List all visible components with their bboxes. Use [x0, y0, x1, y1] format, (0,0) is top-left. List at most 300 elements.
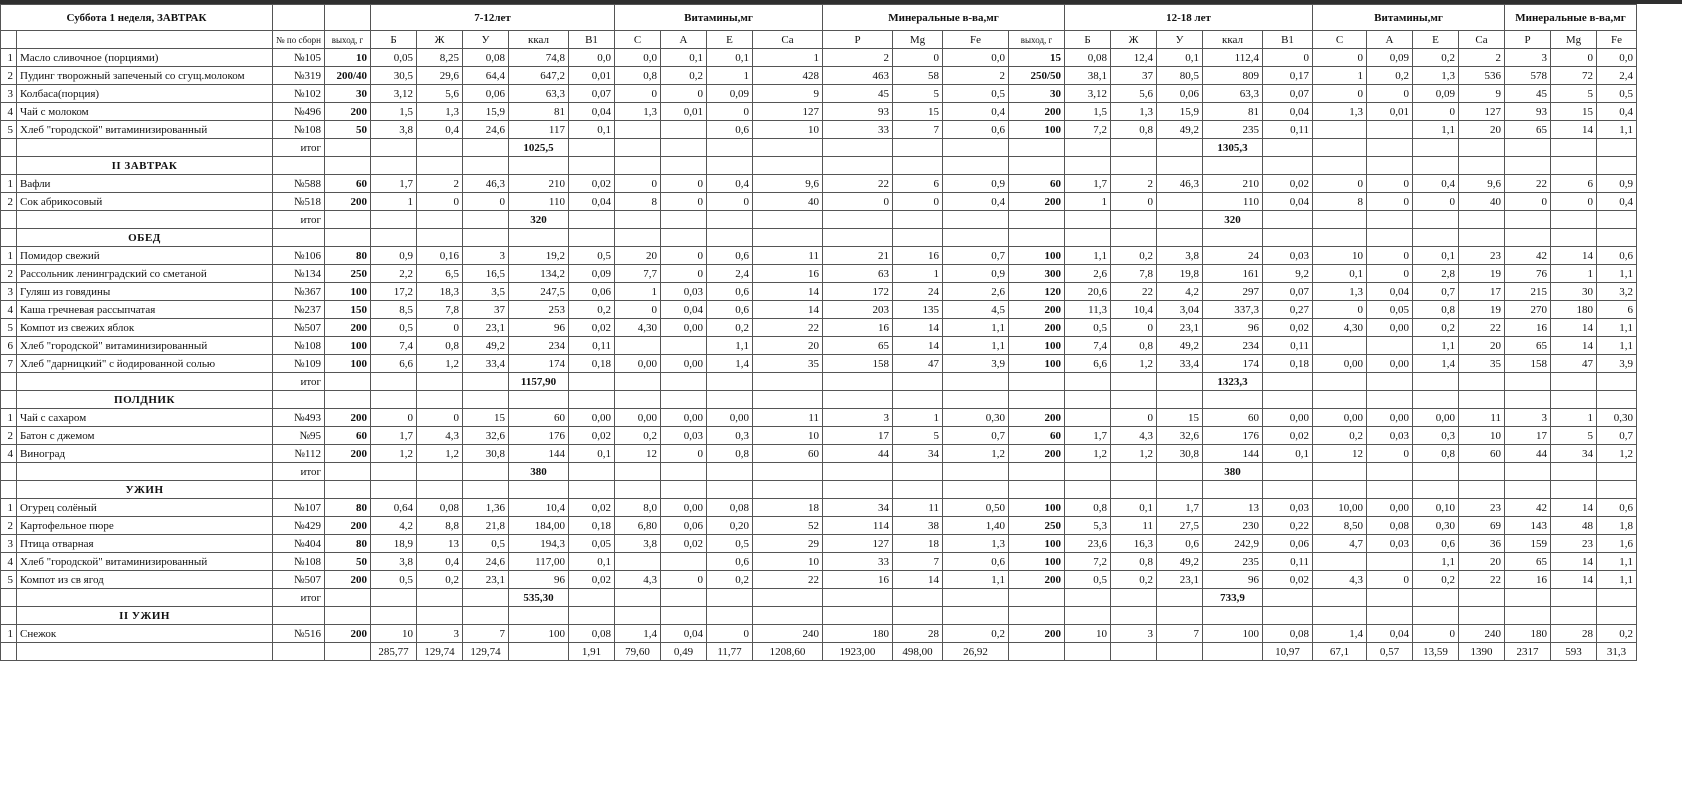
value-7-12[interactable]: 1,36 [463, 499, 509, 517]
value-7-12[interactable]: 0,0 [569, 49, 615, 67]
value-7-12[interactable]: 2,6 [943, 283, 1009, 301]
dish-name[interactable]: Хлеб "городской" витаминизированный [17, 121, 273, 139]
table-row[interactable] [1, 121, 1637, 139]
value-12-18[interactable]: 0,11 [1263, 121, 1313, 139]
value-7-12[interactable]: 240 [753, 625, 823, 643]
value-7-12[interactable]: 0,5 [463, 535, 509, 553]
value-12-18[interactable]: 0 [1413, 193, 1459, 211]
value-12-18[interactable]: 80,5 [1157, 67, 1203, 85]
value-7-12[interactable]: 0,4 [943, 193, 1009, 211]
value-7-12[interactable]: 0,01 [661, 103, 707, 121]
value-12-18[interactable]: 1,1 [1597, 319, 1637, 337]
value-12-18[interactable]: 2,8 [1413, 265, 1459, 283]
value-7-12[interactable]: 174 [509, 355, 569, 373]
value-12-18[interactable]: 14 [1551, 499, 1597, 517]
value-7-12[interactable]: 3 [463, 247, 509, 265]
value-12-18[interactable]: 0,6 [1597, 247, 1637, 265]
value-12-18[interactable]: 0,5 [1065, 319, 1111, 337]
value-12-18[interactable]: 65 [1505, 553, 1551, 571]
table-row[interactable] [1, 49, 1637, 67]
value-12-18[interactable]: 20 [1459, 337, 1505, 355]
value-7-12[interactable]: 29,6 [417, 67, 463, 85]
dish-name[interactable]: Картофельное пюре [17, 517, 273, 535]
value-7-12[interactable]: 0,00 [615, 355, 661, 373]
value-7-12[interactable]: 8 [615, 193, 661, 211]
value-7-12[interactable]: 0,2 [615, 427, 661, 445]
value-12-18[interactable]: 536 [1459, 67, 1505, 85]
value-12-18[interactable]: 0,03 [1367, 427, 1413, 445]
output-12-18[interactable]: 200 [1009, 301, 1065, 319]
value-7-12[interactable] [615, 121, 661, 139]
value-7-12[interactable]: 0,5 [371, 319, 417, 337]
value-7-12[interactable]: 0,18 [569, 517, 615, 535]
value-12-18[interactable]: 23 [1459, 499, 1505, 517]
value-12-18[interactable]: 0,8 [1111, 121, 1157, 139]
value-7-12[interactable]: 1,1 [943, 319, 1009, 337]
value-12-18[interactable]: 5,3 [1065, 517, 1111, 535]
output-12-18[interactable]: 200 [1009, 409, 1065, 427]
value-7-12[interactable]: 0,1 [569, 121, 615, 139]
output-7-12[interactable]: 200 [325, 625, 371, 643]
value-12-18[interactable]: 10 [1313, 247, 1367, 265]
output-12-18[interactable]: 250 [1009, 517, 1065, 535]
value-7-12[interactable]: 10 [753, 553, 823, 571]
value-12-18[interactable]: 143 [1505, 517, 1551, 535]
value-7-12[interactable]: 1,1 [943, 571, 1009, 589]
value-7-12[interactable]: 19,2 [509, 247, 569, 265]
value-12-18[interactable]: 1,3 [1313, 103, 1367, 121]
value-12-18[interactable]: 2 [1111, 175, 1157, 193]
value-7-12[interactable]: 10 [371, 625, 417, 643]
value-12-18[interactable] [1065, 409, 1111, 427]
value-7-12[interactable]: 184,00 [509, 517, 569, 535]
value-12-18[interactable]: 60 [1203, 409, 1263, 427]
value-12-18[interactable]: 19,8 [1157, 265, 1203, 283]
value-7-12[interactable]: 1,1 [707, 337, 753, 355]
value-12-18[interactable]: 0 [1367, 445, 1413, 463]
value-12-18[interactable]: 14 [1551, 247, 1597, 265]
value-7-12[interactable]: 4,3 [417, 427, 463, 445]
value-12-18[interactable]: 1,4 [1313, 625, 1367, 643]
output-7-12[interactable]: 200 [325, 409, 371, 427]
value-7-12[interactable]: 1,5 [371, 103, 417, 121]
value-12-18[interactable]: 0,00 [1313, 409, 1367, 427]
value-12-18[interactable]: 30 [1551, 283, 1597, 301]
value-12-18[interactable]: 110 [1203, 193, 1263, 211]
output-7-12[interactable]: 250 [325, 265, 371, 283]
value-7-12[interactable]: 0,08 [569, 625, 615, 643]
value-7-12[interactable]: 0,08 [417, 499, 463, 517]
value-7-12[interactable]: 16 [893, 247, 943, 265]
value-12-18[interactable]: 48 [1551, 517, 1597, 535]
value-12-18[interactable]: 1,5 [1065, 103, 1111, 121]
value-7-12[interactable]: 18,3 [417, 283, 463, 301]
value-12-18[interactable]: 0,18 [1263, 355, 1313, 373]
value-7-12[interactable]: 0,06 [463, 85, 509, 103]
value-12-18[interactable]: 0,17 [1263, 67, 1313, 85]
value-12-18[interactable]: 19 [1459, 265, 1505, 283]
value-12-18[interactable]: 23,1 [1157, 571, 1203, 589]
value-12-18[interactable]: 69 [1459, 517, 1505, 535]
value-12-18[interactable]: 144 [1203, 445, 1263, 463]
value-12-18[interactable]: 16 [1505, 319, 1551, 337]
value-7-12[interactable]: 6,5 [417, 265, 463, 283]
value-12-18[interactable]: 1 [1551, 265, 1597, 283]
value-12-18[interactable]: 44 [1505, 445, 1551, 463]
value-7-12[interactable]: 0 [893, 49, 943, 67]
value-7-12[interactable] [661, 337, 707, 355]
value-7-12[interactable]: 172 [823, 283, 893, 301]
value-7-12[interactable]: 34 [893, 445, 943, 463]
value-7-12[interactable]: 93 [823, 103, 893, 121]
value-12-18[interactable]: 5 [1551, 427, 1597, 445]
value-7-12[interactable]: 34 [823, 499, 893, 517]
value-12-18[interactable]: 81 [1203, 103, 1263, 121]
value-7-12[interactable]: 96 [509, 319, 569, 337]
value-12-18[interactable]: 63,3 [1203, 85, 1263, 103]
value-7-12[interactable]: 0 [661, 265, 707, 283]
value-7-12[interactable]: 0 [661, 445, 707, 463]
value-12-18[interactable]: 3 [1505, 49, 1551, 67]
value-7-12[interactable]: 0,03 [661, 283, 707, 301]
value-12-18[interactable]: 45 [1505, 85, 1551, 103]
value-12-18[interactable]: 0,6 [1413, 535, 1459, 553]
value-7-12[interactable]: 30,8 [463, 445, 509, 463]
value-12-18[interactable]: 49,2 [1157, 553, 1203, 571]
value-12-18[interactable]: 0,00 [1367, 409, 1413, 427]
value-12-18[interactable]: 11 [1111, 517, 1157, 535]
value-12-18[interactable]: 1,1 [1065, 247, 1111, 265]
value-7-12[interactable]: 0,6 [707, 283, 753, 301]
value-7-12[interactable] [615, 553, 661, 571]
value-12-18[interactable]: 42 [1505, 247, 1551, 265]
value-12-18[interactable]: 0,8 [1111, 553, 1157, 571]
value-12-18[interactable]: 19 [1459, 301, 1505, 319]
value-7-12[interactable]: 158 [823, 355, 893, 373]
output-12-18[interactable]: 200 [1009, 625, 1065, 643]
value-7-12[interactable]: 0 [615, 175, 661, 193]
value-7-12[interactable]: 0,5 [371, 571, 417, 589]
output-12-18[interactable]: 250/50 [1009, 67, 1065, 85]
value-7-12[interactable]: 13 [417, 535, 463, 553]
output-12-18[interactable]: 200 [1009, 103, 1065, 121]
value-7-12[interactable]: 1,7 [371, 175, 417, 193]
value-7-12[interactable]: 16 [753, 265, 823, 283]
value-12-18[interactable]: 0,02 [1263, 427, 1313, 445]
value-12-18[interactable]: 242,9 [1203, 535, 1263, 553]
value-7-12[interactable]: 7,8 [417, 301, 463, 319]
value-7-12[interactable]: 3 [823, 409, 893, 427]
dish-name[interactable]: Сок абрикосовый [17, 193, 273, 211]
value-12-18[interactable]: 65 [1505, 121, 1551, 139]
table-row[interactable] [1, 427, 1637, 445]
value-12-18[interactable]: 0 [1313, 85, 1367, 103]
value-7-12[interactable]: 8,5 [371, 301, 417, 319]
value-12-18[interactable]: 0,5 [1065, 571, 1111, 589]
output-7-12[interactable]: 100 [325, 283, 371, 301]
value-12-18[interactable]: 0,02 [1263, 319, 1313, 337]
value-12-18[interactable]: 96 [1203, 319, 1263, 337]
value-7-12[interactable]: 10 [753, 121, 823, 139]
value-12-18[interactable]: 0,7 [1413, 283, 1459, 301]
value-7-12[interactable]: 0,4 [707, 175, 753, 193]
value-7-12[interactable]: 0,6 [707, 121, 753, 139]
output-7-12[interactable]: 60 [325, 427, 371, 445]
value-12-18[interactable]: 180 [1551, 301, 1597, 319]
dish-name[interactable]: Колбаса(порция) [17, 85, 273, 103]
value-12-18[interactable]: 0,8 [1413, 301, 1459, 319]
table-row[interactable] [1, 193, 1637, 211]
value-7-12[interactable]: 127 [753, 103, 823, 121]
value-7-12[interactable]: 0,2 [707, 571, 753, 589]
value-7-12[interactable]: 0,6 [943, 553, 1009, 571]
value-12-18[interactable]: 1 [1313, 67, 1367, 85]
value-7-12[interactable]: 6,6 [371, 355, 417, 373]
value-7-12[interactable]: 0 [417, 409, 463, 427]
value-7-12[interactable]: 0,08 [463, 49, 509, 67]
value-7-12[interactable]: 23,1 [463, 319, 509, 337]
value-12-18[interactable] [1367, 121, 1413, 139]
value-12-18[interactable]: 0,1 [1413, 247, 1459, 265]
value-12-18[interactable]: 37 [1111, 67, 1157, 85]
value-12-18[interactable]: 0 [1367, 571, 1413, 589]
value-7-12[interactable]: 1 [371, 193, 417, 211]
value-7-12[interactable]: 0 [661, 247, 707, 265]
value-7-12[interactable]: 1,4 [615, 625, 661, 643]
value-12-18[interactable]: 1,1 [1597, 553, 1637, 571]
value-7-12[interactable]: 0,1 [569, 553, 615, 571]
value-7-12[interactable]: 0,8 [707, 445, 753, 463]
value-7-12[interactable]: 45 [823, 85, 893, 103]
value-12-18[interactable]: 1,1 [1413, 553, 1459, 571]
value-7-12[interactable]: 3,5 [463, 283, 509, 301]
value-12-18[interactable]: 0,08 [1065, 49, 1111, 67]
value-7-12[interactable]: 0,04 [569, 193, 615, 211]
value-7-12[interactable]: 0,08 [707, 499, 753, 517]
value-12-18[interactable]: 33,4 [1157, 355, 1203, 373]
table-row[interactable] [1, 499, 1637, 517]
value-12-18[interactable]: 28 [1551, 625, 1597, 643]
value-7-12[interactable]: 0,6 [943, 121, 1009, 139]
output-7-12[interactable]: 80 [325, 535, 371, 553]
value-7-12[interactable]: 4,2 [371, 517, 417, 535]
dish-name[interactable]: Батон с джемом [17, 427, 273, 445]
value-12-18[interactable]: 9 [1459, 85, 1505, 103]
value-7-12[interactable]: 7 [463, 625, 509, 643]
value-12-18[interactable]: 23 [1459, 247, 1505, 265]
value-12-18[interactable]: 0,04 [1367, 625, 1413, 643]
value-7-12[interactable]: 428 [753, 67, 823, 85]
output-12-18[interactable]: 200 [1009, 193, 1065, 211]
value-12-18[interactable]: 14 [1551, 553, 1597, 571]
value-12-18[interactable]: 11 [1459, 409, 1505, 427]
value-12-18[interactable]: 1,8 [1597, 517, 1637, 535]
value-12-18[interactable]: 1,1 [1597, 337, 1637, 355]
value-7-12[interactable]: 18 [893, 535, 943, 553]
value-7-12[interactable]: 18,9 [371, 535, 417, 553]
value-7-12[interactable]: 0,9 [943, 265, 1009, 283]
value-7-12[interactable]: 40 [753, 193, 823, 211]
table-row[interactable] [1, 535, 1637, 553]
output-7-12[interactable]: 150 [325, 301, 371, 319]
value-7-12[interactable]: 0,02 [569, 571, 615, 589]
value-12-18[interactable]: 10 [1065, 625, 1111, 643]
value-12-18[interactable]: 0,03 [1263, 499, 1313, 517]
value-12-18[interactable]: 230 [1203, 517, 1263, 535]
table-row[interactable] [1, 571, 1637, 589]
dish-name[interactable]: Помидор свежий [17, 247, 273, 265]
value-12-18[interactable]: 0,7 [1597, 427, 1637, 445]
value-7-12[interactable]: 0 [661, 175, 707, 193]
value-12-18[interactable]: 0,30 [1413, 517, 1459, 535]
value-12-18[interactable]: 10 [1459, 427, 1505, 445]
output-12-18[interactable]: 30 [1009, 85, 1065, 103]
value-12-18[interactable]: 0,00 [1367, 319, 1413, 337]
value-7-12[interactable]: 1,40 [943, 517, 1009, 535]
value-12-18[interactable]: 0 [1111, 409, 1157, 427]
value-12-18[interactable]: 0,07 [1263, 85, 1313, 103]
value-7-12[interactable]: 16 [823, 571, 893, 589]
value-7-12[interactable]: 1 [707, 67, 753, 85]
value-7-12[interactable]: 0,0 [943, 49, 1009, 67]
value-12-18[interactable]: 7,4 [1065, 337, 1111, 355]
value-7-12[interactable]: 21 [823, 247, 893, 265]
value-7-12[interactable]: 6,80 [615, 517, 661, 535]
value-7-12[interactable]: 18 [753, 499, 823, 517]
dish-name[interactable]: Снежок [17, 625, 273, 643]
dish-name[interactable]: Компот из свежих яблок [17, 319, 273, 337]
value-12-18[interactable]: 4,3 [1111, 427, 1157, 445]
dish-name[interactable]: Хлеб "городской" витаминизированный [17, 337, 273, 355]
value-12-18[interactable] [1367, 553, 1413, 571]
output-12-18[interactable]: 200 [1009, 319, 1065, 337]
value-7-12[interactable]: 144 [509, 445, 569, 463]
value-12-18[interactable]: 161 [1203, 265, 1263, 283]
value-12-18[interactable]: 0,2 [1111, 247, 1157, 265]
value-7-12[interactable]: 20 [753, 337, 823, 355]
value-12-18[interactable]: 0 [1111, 319, 1157, 337]
value-12-18[interactable]: 32,6 [1157, 427, 1203, 445]
value-12-18[interactable]: 578 [1505, 67, 1551, 85]
value-7-12[interactable]: 33 [823, 553, 893, 571]
value-7-12[interactable]: 0,6 [707, 553, 753, 571]
dish-name[interactable]: Птица отварная [17, 535, 273, 553]
value-7-12[interactable]: 114 [823, 517, 893, 535]
value-12-18[interactable]: 1,7 [1065, 175, 1111, 193]
value-7-12[interactable]: 2 [417, 175, 463, 193]
value-12-18[interactable]: 270 [1505, 301, 1551, 319]
value-7-12[interactable]: 0,9 [371, 247, 417, 265]
value-7-12[interactable]: 0,2 [661, 67, 707, 85]
output-12-18[interactable]: 60 [1009, 427, 1065, 445]
value-12-18[interactable]: 235 [1203, 121, 1263, 139]
value-7-12[interactable]: 135 [893, 301, 943, 319]
value-12-18[interactable]: 0,1 [1157, 49, 1203, 67]
value-12-18[interactable]: 22 [1459, 319, 1505, 337]
value-7-12[interactable]: 9,6 [753, 175, 823, 193]
value-7-12[interactable]: 0,02 [569, 319, 615, 337]
value-7-12[interactable]: 3,9 [943, 355, 1009, 373]
table-row[interactable] [1, 175, 1637, 193]
output-7-12[interactable]: 200 [325, 103, 371, 121]
dish-name[interactable]: Чай с молоком [17, 103, 273, 121]
value-7-12[interactable]: 0,05 [569, 535, 615, 553]
value-12-18[interactable]: 0,03 [1263, 247, 1313, 265]
value-12-18[interactable]: 0 [1313, 49, 1367, 67]
value-7-12[interactable]: 0,3 [707, 427, 753, 445]
value-7-12[interactable]: 0,5 [569, 247, 615, 265]
value-7-12[interactable]: 203 [823, 301, 893, 319]
value-12-18[interactable]: 0,30 [1597, 409, 1637, 427]
value-7-12[interactable]: 1,3 [615, 103, 661, 121]
value-12-18[interactable]: 0,3 [1413, 427, 1459, 445]
value-12-18[interactable]: 15,9 [1157, 103, 1203, 121]
value-12-18[interactable]: 0,00 [1367, 355, 1413, 373]
value-7-12[interactable]: 1,2 [417, 445, 463, 463]
value-7-12[interactable]: 247,5 [509, 283, 569, 301]
value-7-12[interactable]: 15,9 [463, 103, 509, 121]
output-7-12[interactable]: 80 [325, 499, 371, 517]
value-7-12[interactable]: 11 [753, 409, 823, 427]
value-12-18[interactable]: 1,1 [1413, 337, 1459, 355]
value-12-18[interactable]: 0,01 [1367, 103, 1413, 121]
value-12-18[interactable]: 7 [1157, 625, 1203, 643]
value-7-12[interactable]: 0 [417, 319, 463, 337]
value-12-18[interactable]: 1,3 [1313, 283, 1367, 301]
value-12-18[interactable]: 174 [1203, 355, 1263, 373]
value-7-12[interactable]: 0 [615, 301, 661, 319]
value-7-12[interactable]: 1 [893, 265, 943, 283]
value-12-18[interactable]: 42 [1505, 499, 1551, 517]
value-7-12[interactable]: 0,06 [569, 283, 615, 301]
value-7-12[interactable]: 0,02 [661, 535, 707, 553]
value-7-12[interactable]: 63 [823, 265, 893, 283]
value-12-18[interactable]: 11,3 [1065, 301, 1111, 319]
value-12-18[interactable]: 0,2 [1413, 319, 1459, 337]
value-7-12[interactable]: 33 [823, 121, 893, 139]
value-12-18[interactable]: 1,7 [1065, 427, 1111, 445]
value-7-12[interactable]: 15 [463, 409, 509, 427]
value-7-12[interactable]: 4,3 [615, 571, 661, 589]
value-12-18[interactable]: 5 [1551, 85, 1597, 103]
value-7-12[interactable]: 2,2 [371, 265, 417, 283]
value-7-12[interactable]: 4,5 [943, 301, 1009, 319]
value-7-12[interactable]: 2 [943, 67, 1009, 85]
value-12-18[interactable]: 0,1 [1111, 499, 1157, 517]
value-7-12[interactable]: 0,4 [943, 103, 1009, 121]
value-7-12[interactable]: 33,4 [463, 355, 509, 373]
value-7-12[interactable]: 3,12 [371, 85, 417, 103]
table-row[interactable] [1, 355, 1637, 373]
value-7-12[interactable]: 117,00 [509, 553, 569, 571]
value-7-12[interactable]: 1,1 [943, 337, 1009, 355]
value-12-18[interactable]: 127 [1459, 103, 1505, 121]
value-12-18[interactable]: 0,2 [1367, 67, 1413, 85]
value-7-12[interactable]: 3,8 [371, 553, 417, 571]
value-7-12[interactable]: 96 [509, 571, 569, 589]
value-7-12[interactable] [661, 553, 707, 571]
value-7-12[interactable]: 253 [509, 301, 569, 319]
value-7-12[interactable]: 0,00 [707, 409, 753, 427]
value-7-12[interactable]: 5 [893, 85, 943, 103]
value-12-18[interactable]: 0,06 [1157, 85, 1203, 103]
value-7-12[interactable]: 24,6 [463, 553, 509, 571]
value-12-18[interactable]: 0,2 [1597, 625, 1637, 643]
value-7-12[interactable]: 2,4 [707, 265, 753, 283]
dish-name[interactable]: Виноград [17, 445, 273, 463]
table-row[interactable] [1, 409, 1637, 427]
value-12-18[interactable]: 0 [1505, 193, 1551, 211]
